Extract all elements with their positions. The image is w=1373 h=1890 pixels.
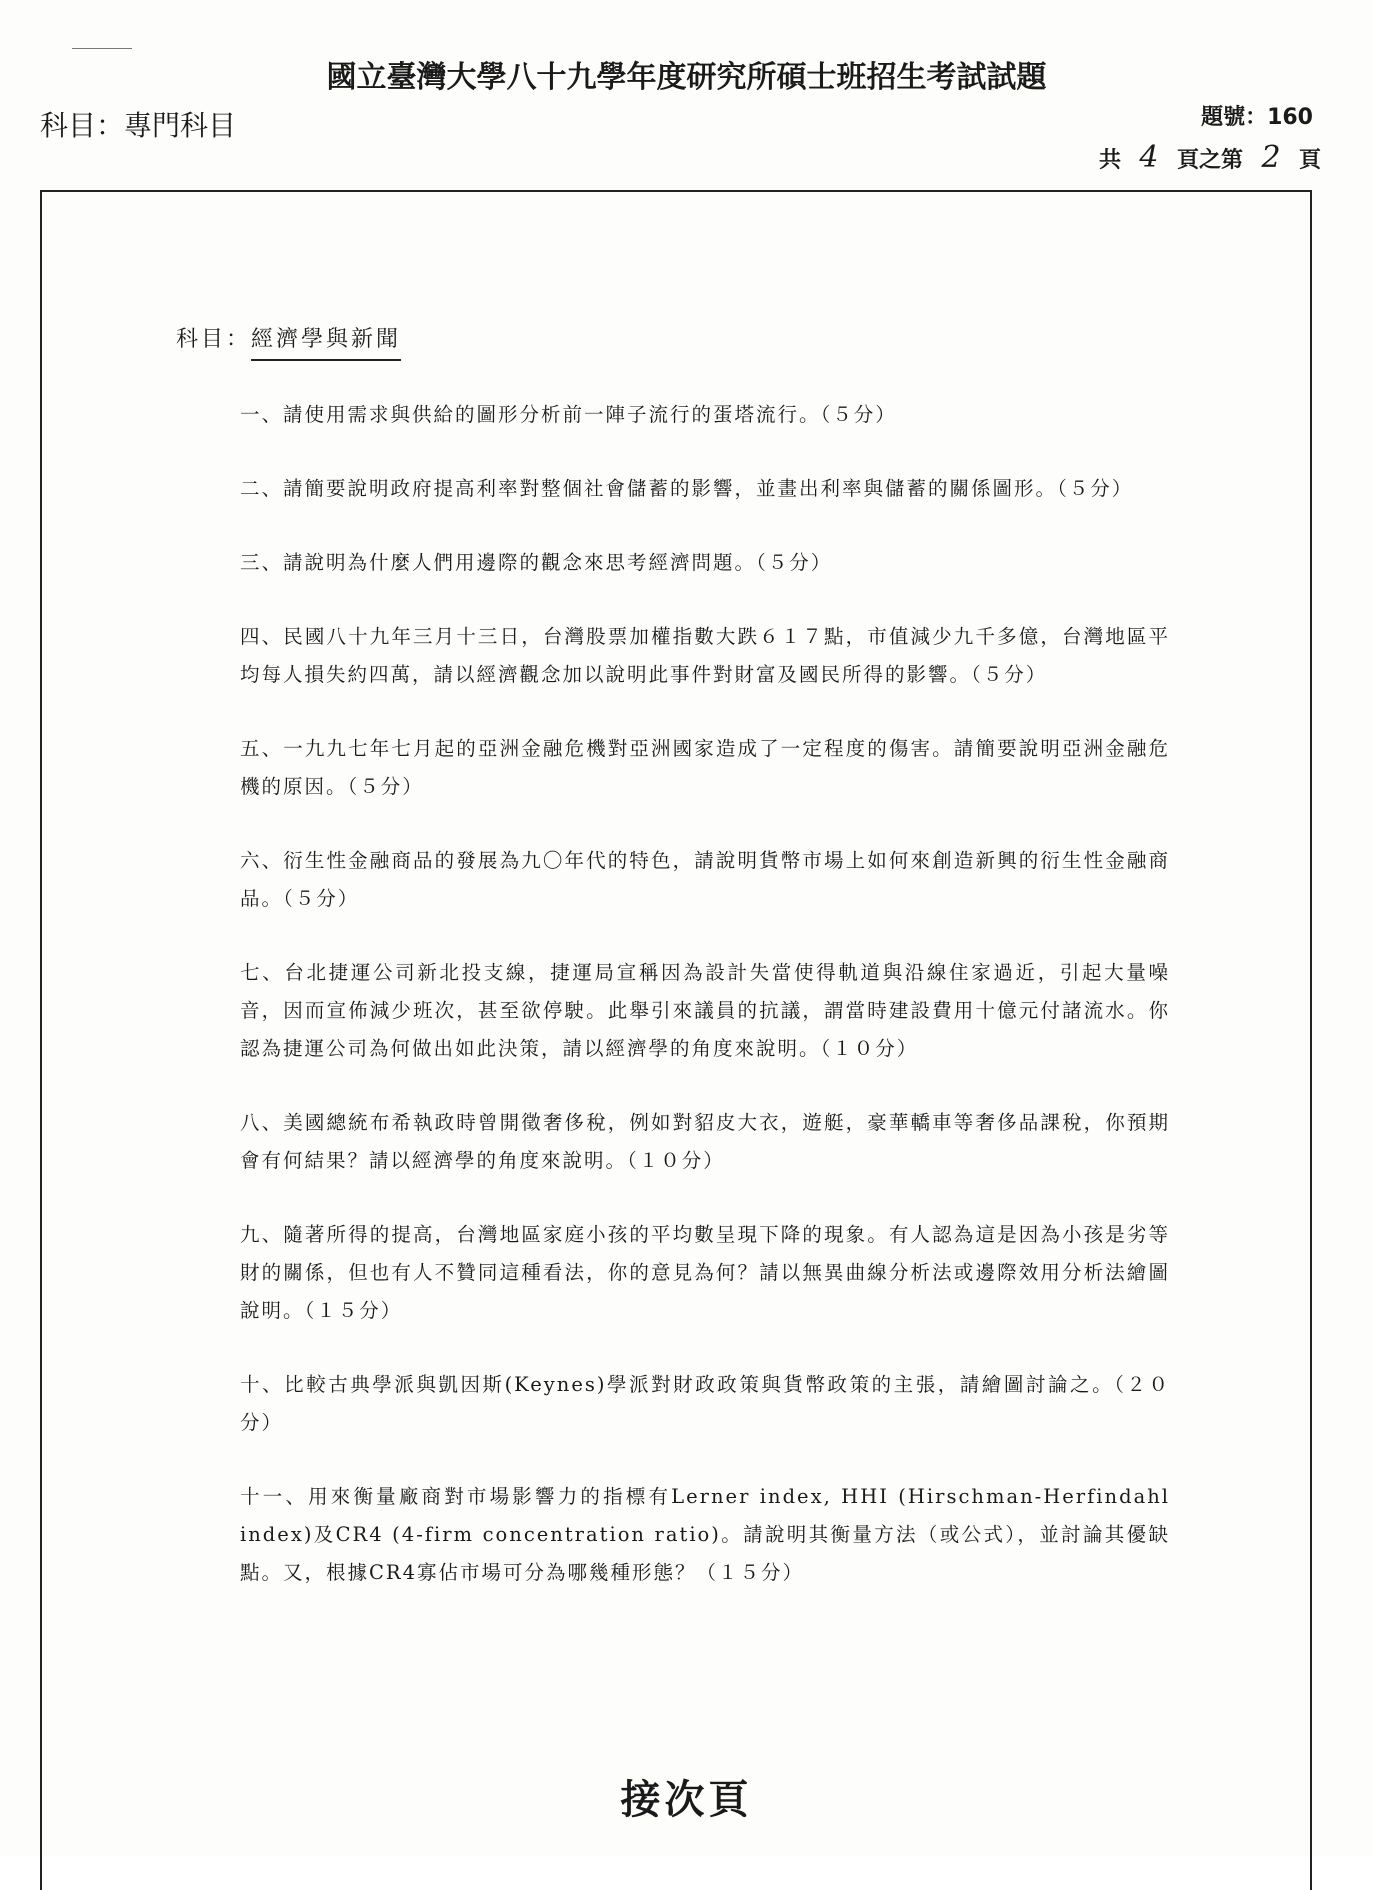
question-item: 五、一九九七年七月起的亞洲金融危機對亞洲國家造成了一定程度的傷害。請簡要說明亞洲金融危機的原因。（５分） — [240, 737, 1170, 798]
next-page-note: 接次頁 — [620, 1776, 753, 1823]
question-item: 四、民國八十九年三月十三日，台灣股票加權指數大跌６１７點，市值減少九千多億，台灣地區平均每人損失約四萬，請以經濟觀念加以說明此事件對財富及國民所得的影響。（５分） — [240, 625, 1170, 686]
subject-value: 經濟學與新聞 — [251, 322, 401, 361]
question-item: 八、美國總統布希執政時曾開徵奢侈稅，例如對貂皮大衣，遊艇，豪華轎車等奢侈品課稅，你預期會有何結果？請以經濟學的角度來說明。（１０分） — [240, 1111, 1170, 1172]
header-subject: 科目：專門科目 — [40, 109, 237, 142]
exam-title: 國立臺灣大學八十九學年度研究所碩士班招生考試試題 — [326, 60, 1047, 95]
pages-prefix: 共 — [1098, 148, 1121, 173]
pages-total: 4 — [1139, 140, 1159, 175]
question-item: 一、請使用需求與供給的圖形分析前一陣子流行的蛋塔流行。（５分） — [240, 403, 897, 426]
subject-label: 科目： — [176, 327, 252, 352]
pages-current: 2 — [1261, 140, 1281, 175]
pages-suffix: 頁 — [1298, 148, 1321, 173]
pages-mid: 頁之第 — [1176, 148, 1243, 173]
subject-line — [176, 322, 401, 361]
question-item: 七、台北捷運公司新北投支線，捷運局宣稱因為設計失當使得軌道與沿線住家過近，引起大量噪音，因而宣佈減少班次，甚至欲停駛。此舉引來議員的抗議，謂當時建設費用十億元付諸流水。你認為捷運公司為何做出如此決策，請以經濟學的角度來說明。（１０分） — [240, 961, 1170, 1060]
question-item: 二、請簡要說明政府提高利率對整個社會儲蓄的影響，並畫出利率與儲蓄的關係圖形。（５分） — [240, 477, 1134, 500]
question-number: 題號：160 — [1201, 105, 1313, 130]
question-item: 三、請說明為什麼人們用邊際的觀念來思考經濟問題。（５分） — [240, 551, 833, 574]
question-item: 六、衍生性金融商品的發展為九〇年代的特色，請說明貨幣市場上如何來創造新興的衍生性金融商品。（５分） — [240, 849, 1170, 910]
question-item: 九、隨著所得的提高，台灣地區家庭小孩的平均數呈現下降的現象。有人認為這是因為小孩是劣等財的關係，但也有人不贊同這種看法，你的意見為何？請以無異曲線分析法或邊際效用分析法繪圖說明。（１５分） — [240, 1223, 1170, 1322]
page-indicator — [1099, 140, 1321, 175]
scan-mark — [72, 48, 132, 49]
question-item: 十、比較古典學派與凱因斯(Keynes)學派對財政政策與貨幣政策的主張，請繪圖討論之。（２０分） — [240, 1373, 1170, 1434]
question-list — [240, 396, 1170, 1628]
question-item: 十一、用來衡量廠商對市場影響力的指標有Lerner index, HHI (Hirschman-Herfindahl index)及CR4 (4-firm concentration ratio)。請說明其衡量方法（或公式），並討論其優缺點。又，根據CR4寡佔市場可分為哪幾種形態？（１５分） — [240, 1485, 1170, 1584]
